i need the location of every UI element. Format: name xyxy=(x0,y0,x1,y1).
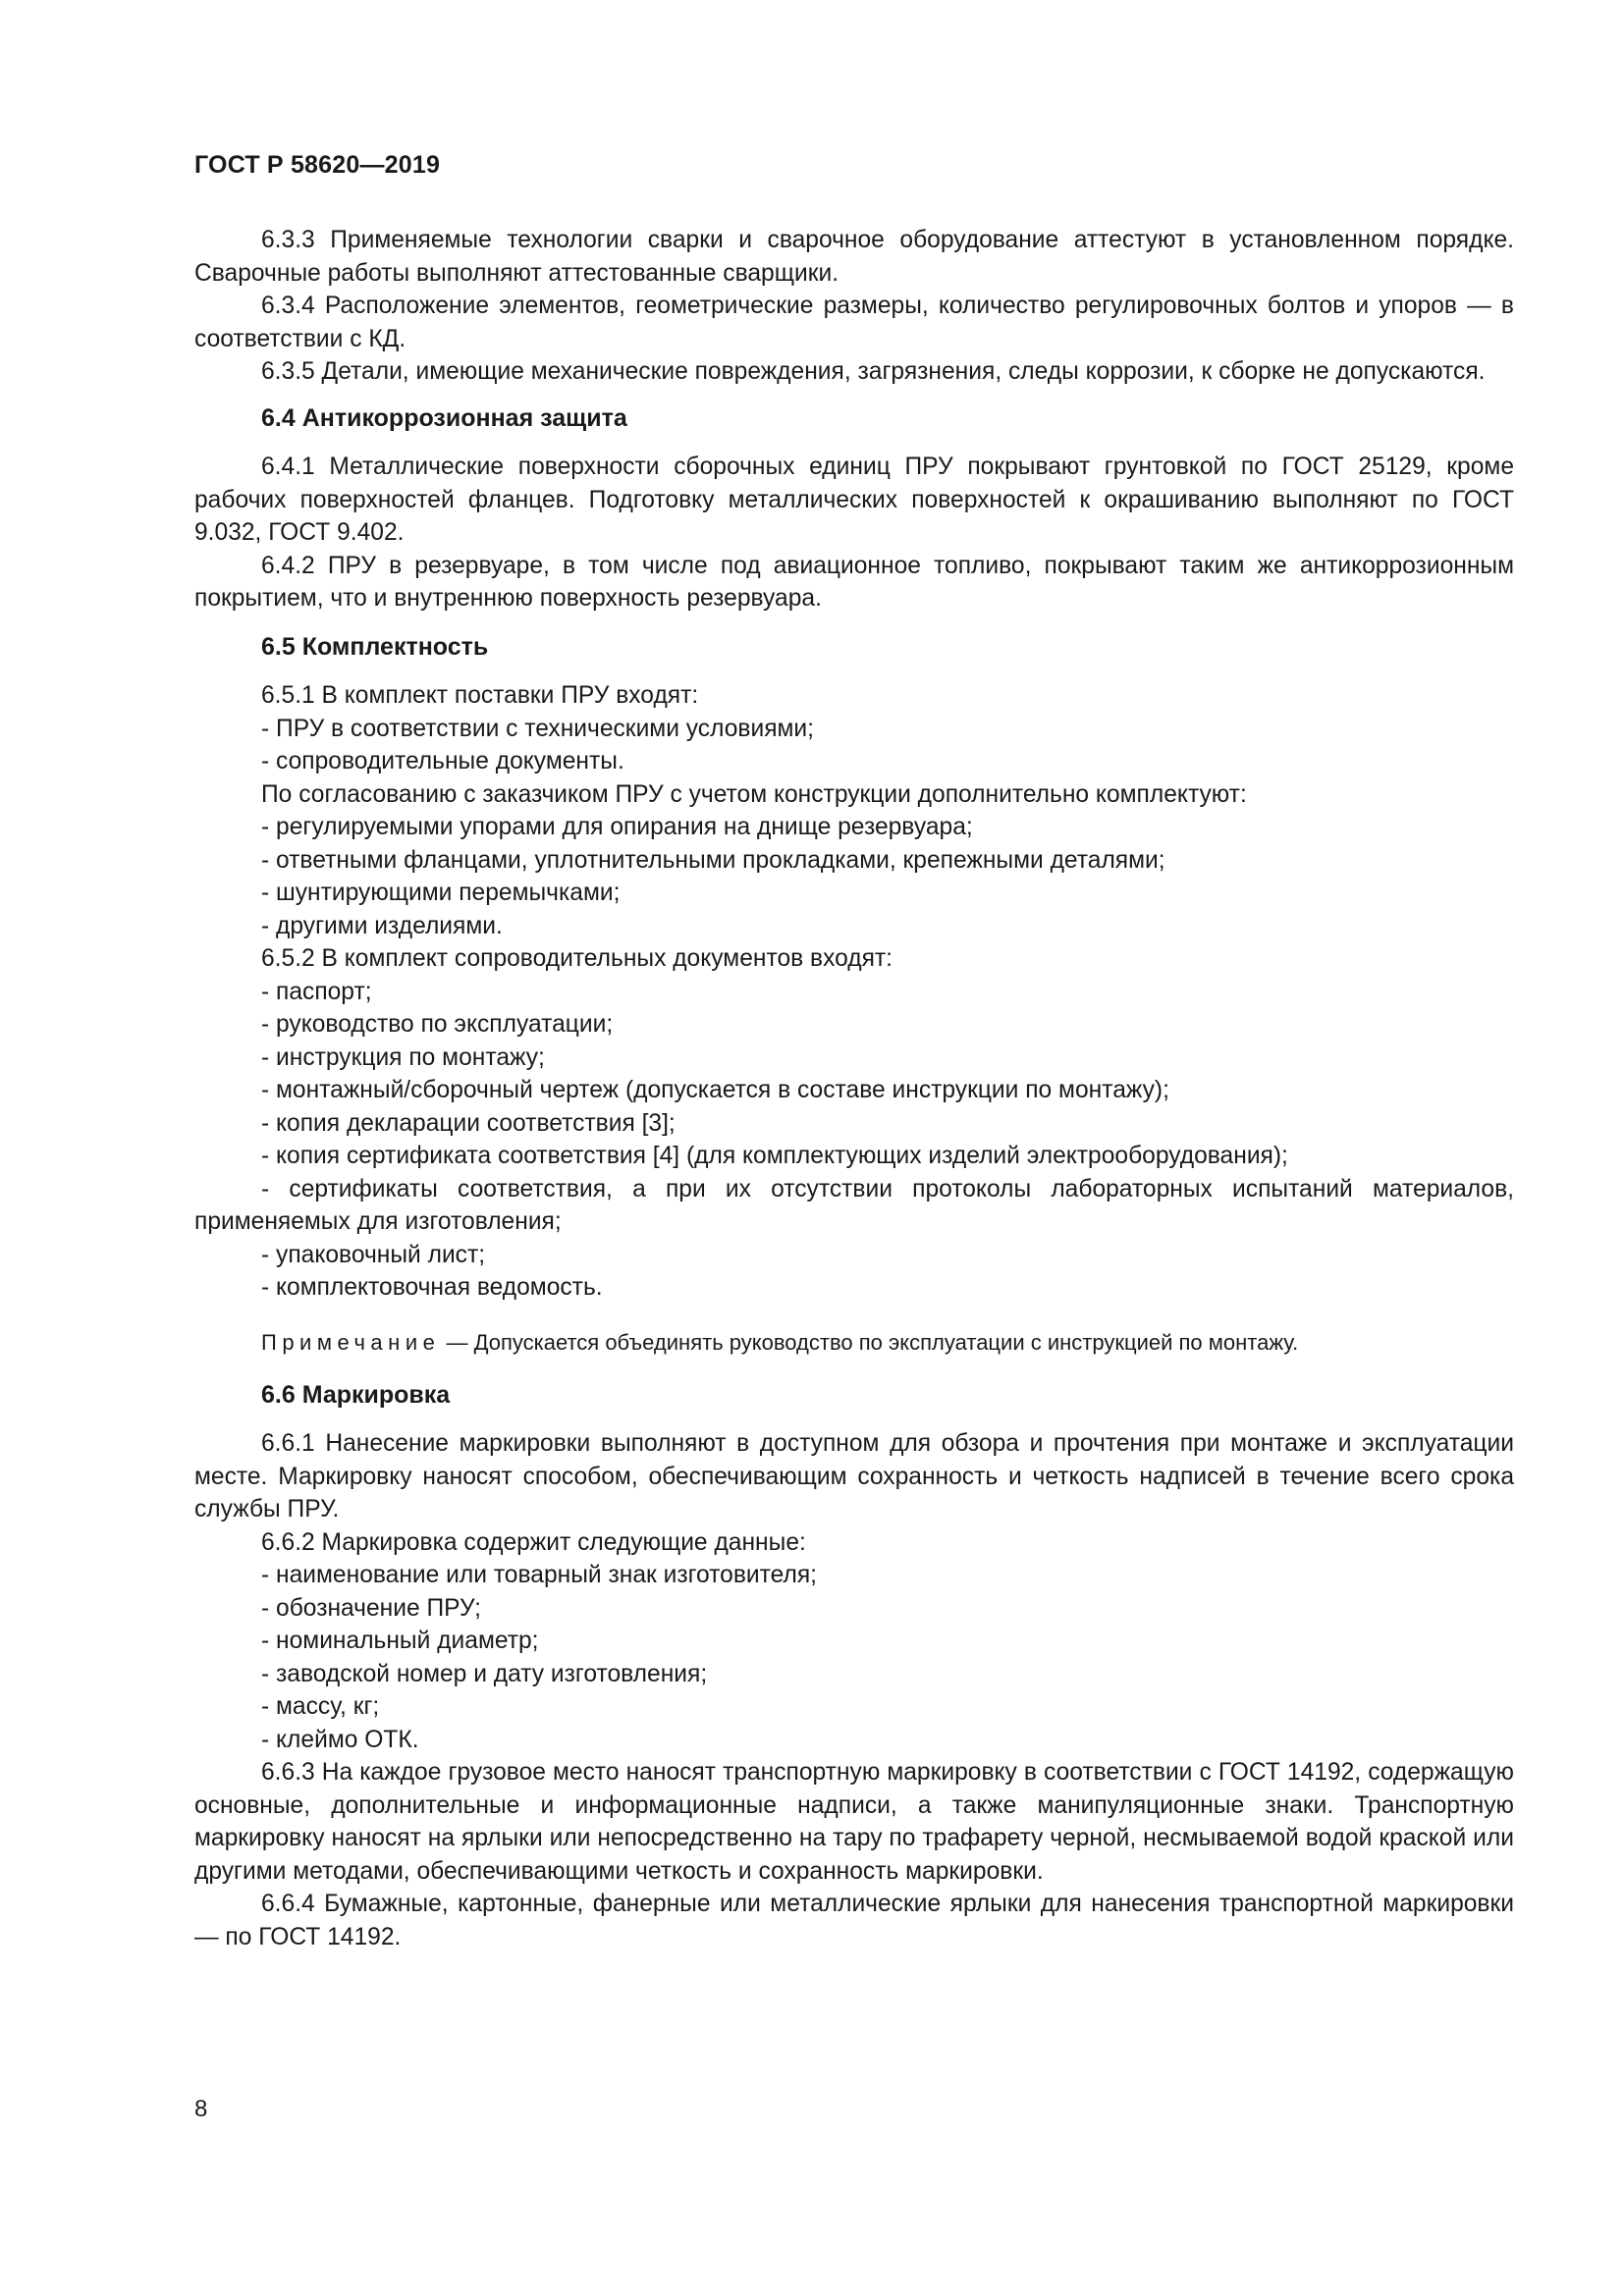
section-heading-6-4: 6.4 Антикоррозионная защита xyxy=(261,403,627,432)
paragraph-6-3-3: 6.3.3 Применяемые технологии сварки и сварочное оборудование аттестуют в установленном порядке. Сварочные работы выполняют аттестованные сварщики. xyxy=(194,227,1514,287)
list-item: - номинальный диаметр; xyxy=(261,1628,539,1654)
note-text: — Допускается объединять руководство по эксплуатации с инструкцией по монтажу. xyxy=(440,1329,1299,1355)
list-item: - заводской номер и дату изготовления; xyxy=(261,1660,708,1687)
list-item: - упаковочный лист; xyxy=(261,1241,486,1268)
list-item: - инструкция по монтажу; xyxy=(261,1043,545,1071)
list-item: - сопроводительные документы. xyxy=(261,748,624,774)
list-item: - ПРУ в соответствии с техническими условиями; xyxy=(261,715,815,742)
list-item-wrapped: - сертификаты соответствия, а при их отсутствии протоколы лабораторных испытаний материалов, применяемых для изготовления; xyxy=(194,1175,1514,1235)
list-item: - копия сертификата соответствия [4] (для комплектующих изделий электрооборудования); xyxy=(261,1143,1288,1169)
document-body xyxy=(194,224,1514,1953)
paragraph-6-3-4: 6.3.4 Расположение элементов, геометрические размеры, количество регулировочных болтов и упоров — в соответствии с КД. xyxy=(194,293,1514,352)
paragraph-6-6-3: 6.6.3 На каждое грузовое место наносят транспортную маркировку в соответствии с ГОСТ 14192, содержащую основные, дополнительные и информационные надписи, а также манипуляционные знаки. Транспортную маркировку наносят на ярлыки или непосредственно на тару по трафарету черной, несмываемой водой краской или другими методами, обеспечивающими четкость и сохранность маркировки. xyxy=(194,1759,1514,1885)
paragraph-6-5-2: 6.5.2 В комплект сопроводительных документов входят: xyxy=(261,945,893,972)
paragraph-6-3-5: 6.3.5 Детали, имеющие механические повреждения, загрязнения, следы коррозии, к сборке не допускаются. xyxy=(261,358,1486,385)
list-item: - копия декларации соответствия [3]; xyxy=(261,1109,676,1137)
list-item: - комплектовочная ведомость. xyxy=(261,1274,603,1301)
list-item: - клеймо ОТК. xyxy=(261,1726,419,1753)
list-item: - руководство по эксплуатации; xyxy=(261,1011,614,1038)
list-item: - наименование или товарный знак изготовителя; xyxy=(261,1562,817,1588)
document-header: ГОСТ Р 58620—2019 xyxy=(194,151,441,179)
page-number: 8 xyxy=(194,2096,208,2122)
list-item: - ответными фланцами, уплотнительными прокладками, крепежными деталями; xyxy=(261,846,1165,874)
list-item: - другими изделиями. xyxy=(261,912,503,939)
paragraph-6-6-2: 6.6.2 Маркировка содержит следующие данные: xyxy=(261,1528,806,1556)
note xyxy=(261,1328,1514,1358)
list-item: - шунтирующими перемычками; xyxy=(261,880,621,906)
paragraph-6-6-1: 6.6.1 Нанесение маркировки выполняют в доступном для обзора и прочтения при монтаже и эксплуатации месте. Маркировку наносят способом, обеспечивающим сохранность и четкость надписей в течение всего срока службы ПРУ. xyxy=(194,1430,1514,1522)
paragraph-6-5-1-extra: По согласованию с заказчиком ПРУ с учетом конструкции дополнительно комплектуют: xyxy=(261,780,1247,808)
section-heading-6-6: 6.6 Маркировка xyxy=(261,1380,451,1409)
list-item: - регулируемыми упорами для опирания на днище резервуара; xyxy=(261,814,973,840)
list-item: - обозначение ПРУ; xyxy=(261,1594,481,1622)
paragraph-6-6-4: 6.6.4 Бумажные, картонные, фанерные или металлические ярлыки для нанесения транспортной маркировки — по ГОСТ 14192. xyxy=(194,1891,1514,1950)
paragraph-6-4-1: 6.4.1 Металлические поверхности сборочных единиц ПРУ покрывают грунтовкой по ГОСТ 25129, кроме рабочих поверхностей фланцев. Подготовку металлических поверхностей к окрашиванию выполняют по ГОСТ 9.032, ГОСТ 9.402. xyxy=(194,454,1514,546)
section-heading-6-5: 6.5 Комплектность xyxy=(261,632,489,661)
list-item: - паспорт; xyxy=(261,978,372,1005)
list-item: - массу, кг; xyxy=(261,1693,380,1720)
paragraph-6-5-1: 6.5.1 В комплект поставки ПРУ входят: xyxy=(261,682,699,709)
paragraph-6-4-2: 6.4.2 ПРУ в резервуаре, в том числе под авиационное топливо, покрывают таким же антикоррозионным покрытием, что и внутреннюю поверхность резервуара. xyxy=(194,552,1514,612)
note-label: Примечание xyxy=(261,1329,441,1355)
list-item: - монтажный/сборочный чертеж (допускается в составе инструкции по монтажу); xyxy=(261,1077,1169,1103)
